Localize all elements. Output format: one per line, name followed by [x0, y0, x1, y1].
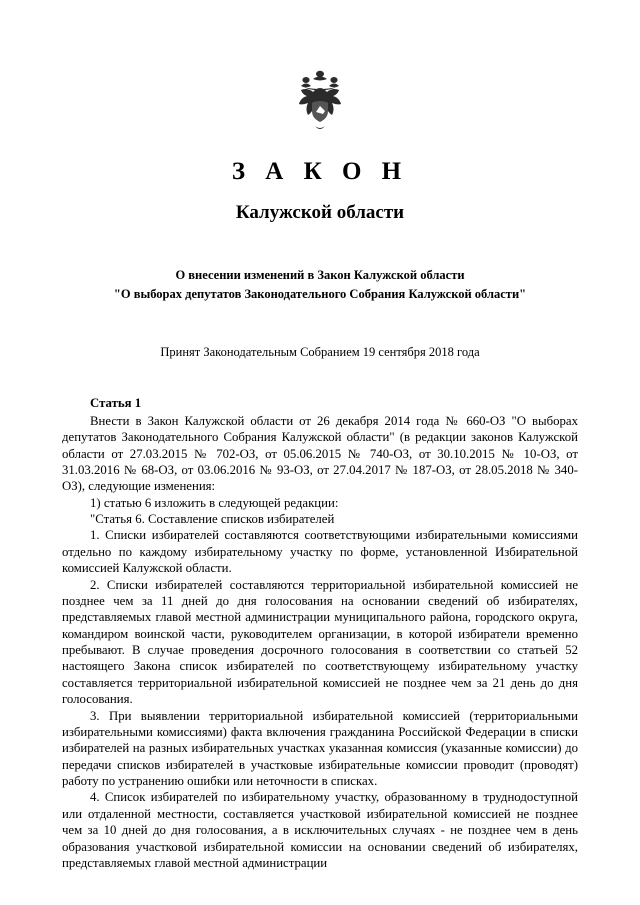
russian-coat-of-arms-icon — [293, 68, 347, 134]
paragraph-intro: Внести в Закон Калужской области от 26 декабря 2014 года № 660-ОЗ "О выборах депутатов Законодательного Собрания Калужской области" (в редакции законов Калужской области от 27.03.2015 № 702-ОЗ, от 05.06.2015 № 740-ОЗ, от 30.10.2015 № 10-ОЗ, от 31.03.2016 № 68-ОЗ, от 03.06.2016 № 93-ОЗ, от 27.04.2017 № 187-ОЗ, от 28.05.2018 № 340-ОЗ), следующие изменения: — [62, 413, 578, 494]
paragraph-clause-2: 2. Списки избирателей составляются территориальной избирательной комиссией не позднее чем за 11 дней до дня голосования на основании сведений об избирателях, представляемых главой местной администрации муниципального района, городского округа, командиром воинской части, руководителем организации, в которой избиратели временно пребывают. В случае проведения досрочного голосования в соответствии со статьей 52 настоящего Закона список избирателей по соответствующему избирательному участку составляется территориальной избирательной комиссией не позднее чем за 21 день до дня голосования. — [62, 577, 578, 707]
adoption-note: Принят Законодательным Собранием 19 сентября 2018 года — [160, 344, 480, 359]
paragraph-clause-3: 3. При выявлении территориальной избирательной комиссией (территориальными избирательными комиссиями) факта включения гражданина Российской Федерации в списки избирателей на разных избирательных участках указанная комиссия (указанные комиссии) до передачи списков избирателей в участковые избирательные комиссии проводит (проводят) работу по устранению ошибки или неточности в списках. — [62, 708, 578, 788]
emblem-container — [62, 68, 578, 142]
paragraph-clause-4: 4. Список избирателей по избирательному участку, образованному в труднодоступной или отдаленной местности, составляется участковой избирательной комиссией не позднее чем за 10 дней до дня голосования, а в исключительных случаях - не позднее чем в день образования участковой избирательной комиссии на основании сведений об избирателях, представляемых главой местной администрации — [62, 790, 578, 870]
paragraph-clause-1: 1. Списки избирателей составляются соответствующими избирательными комиссиями отдельно по каждому избирательному участку по форме, установленной Избирательной комиссией Калужской области. — [62, 528, 578, 576]
article-heading: Статья 1 — [90, 395, 142, 410]
about-line-2: "О выборах депутатов Законодательного Собрания Калужской области" — [113, 287, 527, 302]
about-line-1: О внесении изменений в Закон Калужской области — [175, 268, 465, 282]
document-about — [62, 266, 578, 305]
page-subtitle: Калужской области — [235, 202, 405, 223]
page-title: З А К О Н — [231, 158, 409, 185]
paragraph-item-1: 1) статью 6 изложить в следующей редакции: — [90, 495, 339, 510]
paragraph-article-6-title: "Статья 6. Составление списков избирателей — [90, 512, 335, 526]
